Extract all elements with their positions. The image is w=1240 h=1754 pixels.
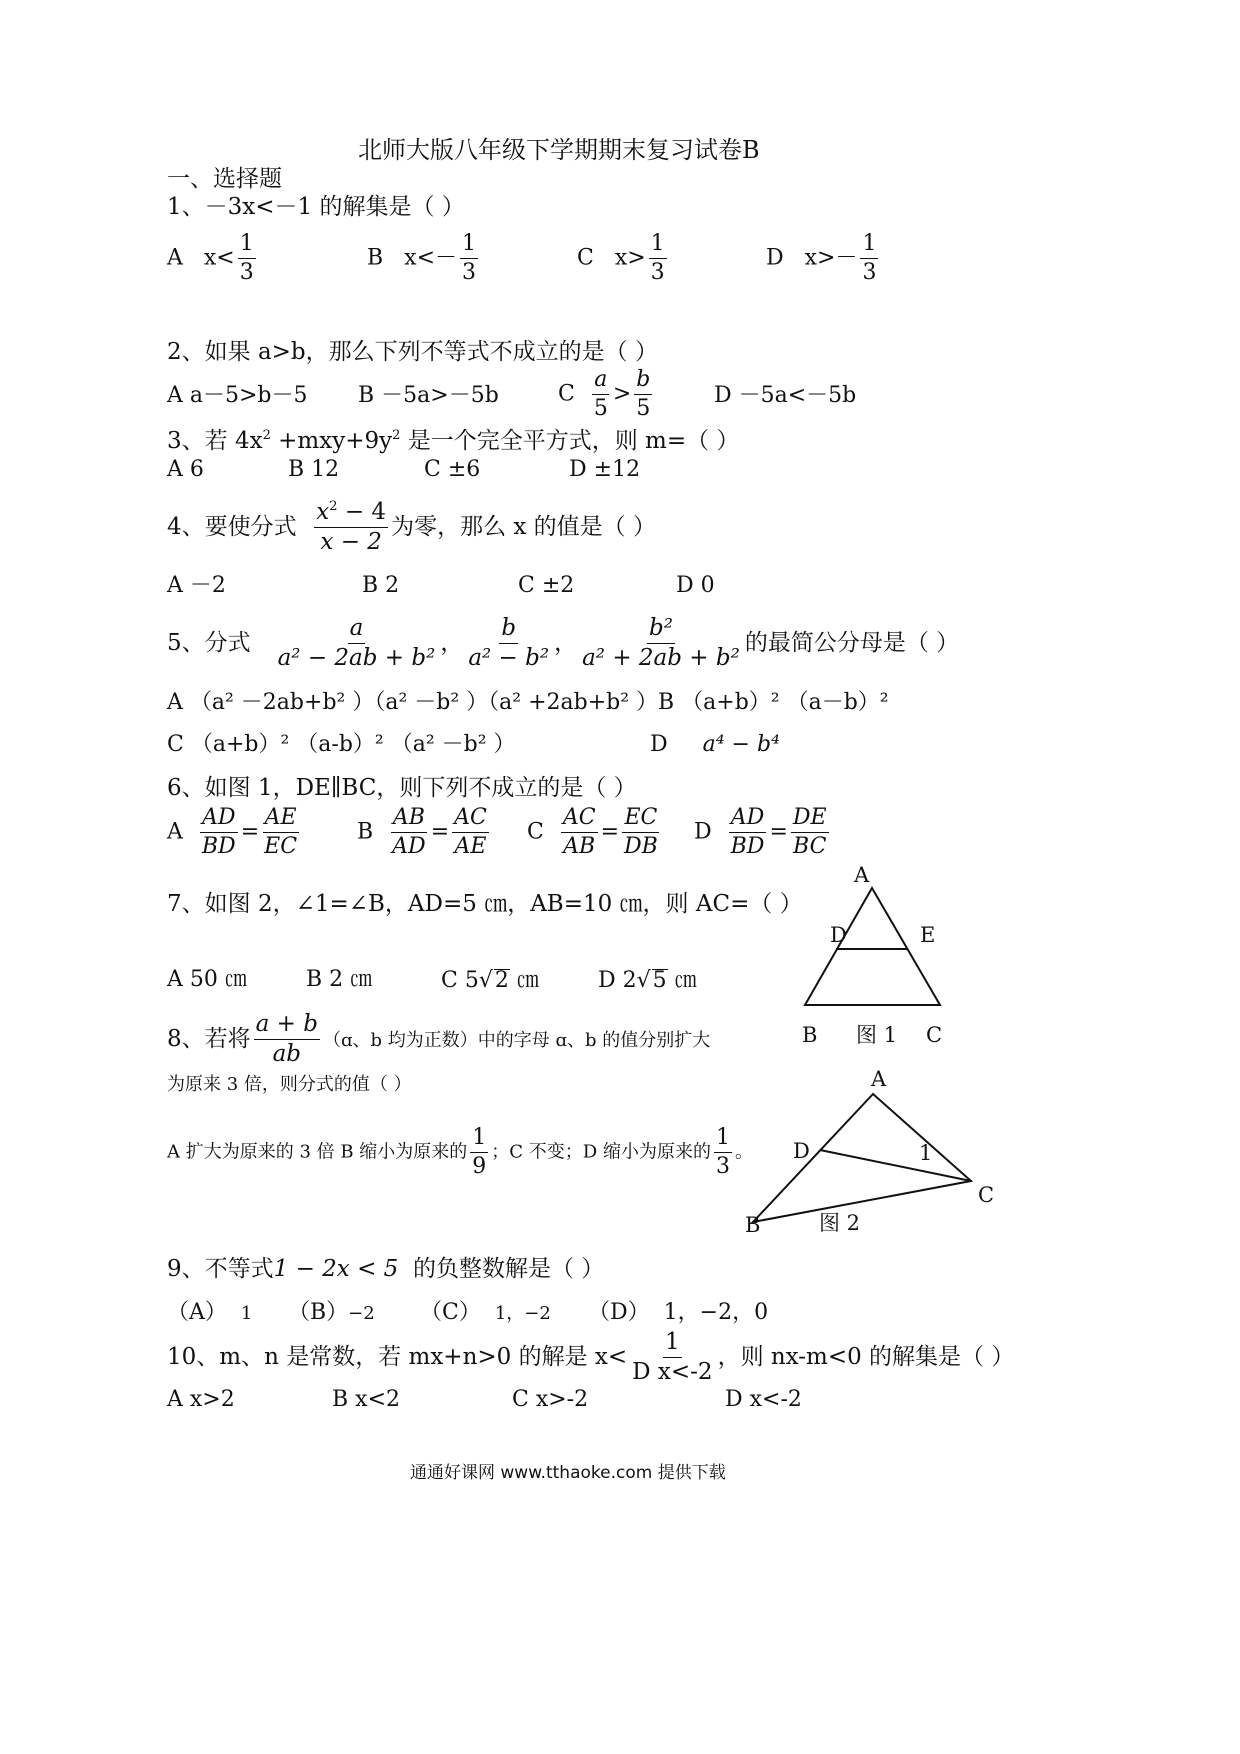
fig2-caption: 图 2 (819, 1211, 861, 1235)
q10-option-c: C x>-2 (512, 1387, 589, 1412)
fraction (470, 1126, 488, 1179)
q7-option-c (441, 969, 539, 992)
denominator: ab (272, 1041, 302, 1068)
fraction (622, 806, 660, 859)
denominator: 3 (650, 260, 665, 286)
inequality: 1 − 2x < 5 (273, 1256, 399, 1282)
fraction (460, 232, 478, 285)
q1-option-c (577, 232, 670, 285)
option-text: C 5 (441, 968, 479, 993)
denominator: 3 (715, 1154, 730, 1180)
figure-1-triangle (790, 860, 960, 1060)
q5-option-c: C （a+b）² （a-b）² （a² －b² ） (167, 732, 516, 757)
q6-option-d: D $\frac{AD}{BD}$ = $\frac{DE}{BC}$ (694, 805, 827, 860)
separator: ， (554, 629, 578, 656)
option-label: （D） (588, 1300, 650, 1325)
q9-option-c (420, 1302, 551, 1324)
superscript: 2 (329, 499, 338, 514)
option-unit: ㎝ (509, 968, 539, 993)
q1-option-b (367, 232, 481, 285)
denominator: a² + 2ab + b² (582, 645, 740, 672)
numerator (314, 500, 388, 528)
fig2-label-a: A (871, 1067, 887, 1091)
option-value: 1 (240, 1303, 253, 1324)
q10-stem (167, 1330, 1014, 1386)
q3-option-b: B 12 (288, 457, 340, 482)
q3-option-d: D ±12 (569, 457, 641, 482)
superscript: 2 (262, 428, 271, 443)
q1-stem: 1、－3x<－1 的解集是（ ） (167, 194, 465, 220)
numerator: AC (452, 806, 489, 833)
option-label: D (766, 245, 784, 271)
fraction (630, 1330, 714, 1386)
stem-text: 的负整数解是（ ） (412, 1256, 605, 1282)
numerator: 1 (714, 1126, 732, 1153)
fraction (452, 806, 489, 859)
footer-credit: 通通好课网 www.tthaoke.com 提供下载 (410, 1463, 726, 1483)
denominator: BD (730, 834, 765, 860)
q5-option-b: B （a+b）² （a－b）² (658, 690, 889, 715)
numerator: 1 (470, 1126, 488, 1153)
option-text: x> (614, 245, 646, 271)
fraction (390, 806, 428, 859)
denominator: x − 2 (320, 529, 382, 556)
option-value: 1，−2，0 (663, 1300, 769, 1325)
denominator: DB (624, 834, 658, 860)
fig2-label-angle-1: 1 (919, 1141, 933, 1165)
option-value: −2 (348, 1303, 375, 1324)
q6-option-c: C $\frac{AC}{AB}$ = $\frac{EC}{DB}$ (527, 805, 658, 860)
q6-stem: 6、如图 1，DE∥BC，则下列不成立的是（ ） (167, 775, 637, 801)
fraction (791, 806, 829, 859)
stem-text: 的最简公分母是（ ） (744, 629, 960, 656)
option-label: D (694, 819, 712, 845)
fraction (262, 806, 299, 859)
numerator: AD (729, 806, 767, 833)
q2-option-c (558, 368, 655, 421)
option-text: A 扩大为原来的 3 倍 B 缩小为原来的 (167, 1141, 468, 1163)
q10-option-b: B x<2 (332, 1387, 400, 1412)
option-expression: a⁴ − b⁴ (702, 732, 780, 757)
variable: x (316, 499, 330, 525)
option-label: （B） (288, 1300, 349, 1325)
numerator: a (592, 368, 609, 395)
denominator: 5 (636, 396, 651, 422)
denominator: a² − 2ab + b² (277, 645, 436, 672)
numerator: AC (561, 806, 598, 833)
fig2-label-c: C (978, 1183, 995, 1207)
fraction (314, 500, 388, 556)
q7-option-b: B 2 ㎝ (306, 967, 373, 992)
fig1-label-a: A (854, 863, 870, 887)
q9-option-d (588, 1302, 768, 1324)
q2-option-b: B －5a>－5b (358, 383, 499, 408)
option-text: x>－ (804, 245, 858, 271)
option-label: B (367, 245, 384, 271)
sqrt-symbol: √ (478, 968, 493, 993)
stem-text: 8、若将 (167, 1025, 251, 1052)
q2-option-a: A a－5>b－5 (167, 383, 308, 408)
option-text: D 2 (598, 968, 637, 993)
q2-option-d: D －5a<－5b (714, 383, 857, 408)
q9-option-b (288, 1302, 375, 1324)
denominator: AE (454, 834, 487, 860)
fraction (634, 368, 652, 421)
separator: ， (440, 629, 464, 656)
q8-stem (167, 1012, 710, 1068)
numerator: b (499, 616, 518, 644)
q5-option-d (650, 734, 780, 756)
stem-text: 10、m、n 是常数，若 mx+n>0 的解是 x< (167, 1343, 628, 1370)
sqrt-symbol: √ (636, 968, 651, 993)
stem-text: ，则 nx-m<0 的解集是（ ） (717, 1343, 1015, 1370)
fraction (580, 616, 742, 672)
operator: > (612, 381, 632, 407)
denominator: 9 (472, 1154, 487, 1180)
fig1-caption: 图 1 (856, 1023, 898, 1047)
numerator: AD (200, 806, 238, 833)
stem-text: 是一个完全平方式，则 m=（ ） (400, 428, 740, 454)
q4-option-c: C ±2 (518, 573, 575, 598)
option-text: x<－ (404, 245, 457, 271)
fraction (200, 806, 238, 859)
q5-option-a: A （a² －2ab+b² ）（a² －b² ）（a² +2ab+b² ） (167, 690, 659, 715)
fig1-label-c: C (926, 1023, 943, 1047)
option-label: D (650, 732, 668, 757)
option-label: （A） (167, 1300, 227, 1325)
q3-option-a: A 6 (167, 457, 204, 482)
fraction (276, 616, 438, 672)
fraction (860, 232, 878, 285)
numerator: 1 (663, 1330, 682, 1358)
denominator: BD (201, 834, 236, 860)
stem-text: 5、分式 (167, 629, 251, 656)
fraction (729, 806, 767, 859)
option-label: B (357, 819, 374, 845)
numerator: 1 (238, 232, 256, 259)
fraction (592, 368, 610, 421)
numerator: b (634, 368, 652, 395)
option-label: C (577, 245, 594, 271)
numerator: 1 (460, 232, 478, 259)
stem-text: （ɑ、b 均为正数）中的字母 ɑ、b 的值分别扩大 (322, 1029, 711, 1051)
denominator: AD (392, 834, 426, 860)
option-text: ；C 不变；D 缩小为原来的 (491, 1141, 711, 1163)
fraction (649, 232, 667, 285)
q3-option-c: C ±6 (424, 457, 481, 482)
denominator: 5 (593, 396, 608, 422)
numerator: 1 (860, 232, 878, 259)
q8-options (167, 1126, 753, 1179)
fig2-label-d: D (793, 1139, 810, 1163)
fig2-label-b: B (745, 1213, 761, 1237)
denominator: 3 (862, 260, 877, 286)
fraction (561, 806, 598, 859)
q4-option-d: D 0 (676, 573, 715, 598)
q10-option-d: D x<-2 (725, 1387, 802, 1412)
option-label: A (167, 819, 183, 845)
q4-option-b: B 2 (362, 573, 400, 598)
stem-text: 3、若 4x (167, 428, 263, 454)
fraction (466, 616, 551, 672)
q6-option-b: B $\frac{AB}{AD}$ = $\frac{AC}{AE}$ (357, 805, 487, 860)
numerator: a + b (254, 1012, 320, 1040)
option-text: x< (203, 245, 235, 271)
denominator: EC (264, 834, 298, 860)
numerator-rest: − 4 (337, 499, 387, 525)
numerator: AB (391, 806, 427, 833)
q8-stem-line2: 为原来 3 倍，则分式的值（ ） (167, 1074, 412, 1095)
option-text: 。 (734, 1141, 753, 1163)
denominator: BC (793, 834, 827, 860)
q7-stem: 7、如图 2，∠1=∠B，AD=5 ㎝，AB=10 ㎝，则 AC=（ ） (167, 891, 803, 917)
numerator: DE (791, 806, 829, 833)
numerator: AE (263, 806, 299, 833)
figure-2-triangle (735, 1062, 1005, 1247)
page-title: 北师大版八年级下学期期末复习试卷B (358, 136, 760, 164)
option-value: 1，−2 (494, 1303, 551, 1324)
denominator: AB (563, 834, 596, 860)
q6-option-a: A $\frac{AD}{BD}$ = $\frac{AE}{EC}$ (167, 805, 298, 860)
stem-text: 4、要使分式 (167, 513, 297, 540)
q1-option-d (766, 232, 881, 285)
option-label: C (558, 381, 575, 407)
section-heading: 一、选择题 (167, 166, 282, 192)
q4-option-a: A －2 (167, 573, 226, 598)
fraction (238, 232, 256, 285)
q9-option-a (167, 1302, 252, 1324)
q9-stem (167, 1258, 604, 1281)
q7-option-a: A 50 ㎝ (167, 967, 247, 992)
option-unit: ㎝ (667, 968, 697, 993)
q4-stem (167, 500, 656, 556)
q10-option-a: A x>2 (167, 1387, 235, 1412)
fraction (254, 1012, 320, 1068)
radicand: 5 (652, 968, 667, 993)
fig1-label-b: B (802, 1023, 818, 1047)
denominator: D x<-2 (632, 1359, 713, 1386)
numerator: 1 (649, 232, 667, 259)
numerator: b² (647, 616, 675, 644)
q7-option-d (598, 969, 697, 992)
q5-stem (167, 616, 959, 672)
q1-option-a (167, 232, 259, 285)
option-label: C (527, 819, 544, 845)
numerator: a (348, 616, 366, 644)
stem-text: 9、不等式 (167, 1256, 274, 1282)
segment-dc (820, 1150, 971, 1181)
q3-stem (167, 429, 739, 453)
denominator: 3 (239, 260, 254, 286)
stem-text: +mxy+9y (270, 428, 393, 454)
denominator: a² − b² (468, 645, 550, 672)
option-label: A (167, 245, 183, 271)
denominator: 3 (462, 260, 476, 286)
fig1-label-d: D (830, 923, 847, 947)
fraction (714, 1126, 732, 1179)
fig1-label-e: E (920, 923, 936, 947)
numerator: EC (622, 806, 659, 833)
q2-stem: 2、如果 a>b，那么下列不等式不成立的是（ ） (167, 339, 658, 365)
radicand: 2 (494, 968, 509, 993)
stem-text: 为零，那么 x 的值是（ ） (391, 513, 656, 540)
option-label: （C） (420, 1300, 481, 1325)
superscript: 2 (392, 428, 401, 443)
